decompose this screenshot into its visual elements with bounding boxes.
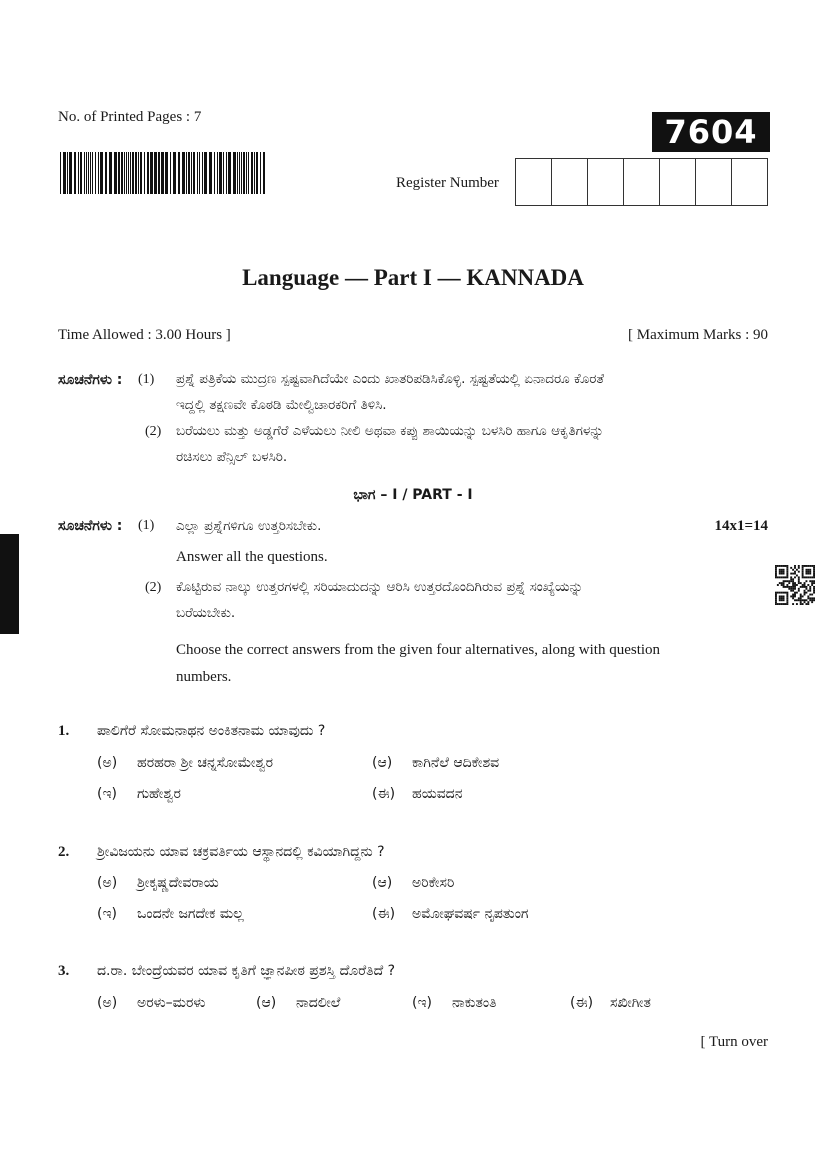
exam-title: Language — Part I — KANNADA <box>242 265 584 290</box>
answer-option: (ಅ) ಶ್ರೀಕೃಷ್ಣದೇವರಾಯ <box>97 875 219 891</box>
answer-option: (ಅ) ಹರಹರಾ ಶ್ರೀ ಚನ್ನಸೋಮೇಶ್ವರ <box>97 755 274 771</box>
answer-option: (ಆ) ಅರಿಕೇಸರಿ <box>372 875 455 891</box>
instruction-text: ಕೊಟ್ಟಿರುವ ನಾಲ್ಕು ಉತ್ತರಗಳಲ್ಲಿ ಸರಿಯಾದುದನ್ನು ಆರಿಸಿ ಉತ್ತರದೊಂದಿಗಿರುವ ಪ್ರಶ್ನೆ ಸಂಖ್ಯೆಯನ್ನು ಬರೆಯಬೇಕು. <box>176 579 584 621</box>
printed-pages-count: No. of Printed Pages : 7 <box>58 109 202 125</box>
instruction-text: ಎಲ್ಲಾ ಪ್ರಶ್ನೆಗಳಿಗೂ ಉತ್ತರಿಸಬೇಕು. <box>176 518 322 534</box>
instruction-number: (1) <box>138 372 155 387</box>
maximum-marks: [ Maximum Marks : 90 <box>628 327 768 343</box>
instruction-number: (2) <box>145 424 162 439</box>
turn-over-note: [ Turn over <box>700 1034 768 1050</box>
question-number: 3. <box>58 963 70 979</box>
register-number-box <box>696 158 732 206</box>
answer-option: (ಇ) ಒಂದನೇ ಜಗದೇಕ ಮಲ್ಲ <box>97 906 244 922</box>
qr-code <box>775 565 815 605</box>
answer-option: (ಆ) ಕಾಗಿನೆಲೆ ಆದಿಕೇಶವ <box>372 755 500 771</box>
barcode <box>60 152 268 194</box>
instruction-number: (2) <box>145 580 162 595</box>
instruction-english: Answer all the questions. <box>176 549 328 565</box>
instruction-number: (1) <box>138 518 155 533</box>
register-number-box <box>624 158 660 206</box>
register-number-box <box>660 158 696 206</box>
register-number-label: Register Number <box>396 175 499 191</box>
register-number-box <box>732 158 768 206</box>
margin-marker <box>0 534 19 634</box>
answer-option: (ಆ) ನಾದಲೀಲೆ <box>256 995 341 1011</box>
answer-option: (ಇ) ನಾಕುತಂತಿ <box>412 995 497 1011</box>
instruction-text: ಪ್ರಶ್ನೆ ಪತ್ರಿಕೆಯ ಮುದ್ರಣ ಸ್ಪಷ್ಟವಾಗಿದೆಯೇ ಎಂದು ಖಾತರಿಪಡಿಸಿಕೊಳ್ಳಿ. ಸ್ಪಷ್ಟತೆಯಲ್ಲಿ ಏನಾದರೂ ಕೊರತೆ ಇದ್ದಲ್ಲಿ ತಕ್ಷಣವೇ ಕೊಠಡಿ ಮೇಲ್ವಿಚಾರಕರಿಗೆ ತಿಳಿಸಿ. <box>176 371 605 413</box>
instruction-text: ಬರೆಯಲು ಮತ್ತು ಅಡ್ಡಗೆರೆ ಎಳೆಯಲು ನೀಲಿ ಅಥವಾ ಕಪ್ಪು ಶಾಯಿಯನ್ನು ಬಳಸಿರಿ ಹಾಗೂ ಆಕೃತಿಗಳನ್ನು ರಚಿಸಲು ಪೆನ್ಸಿಲ್ ಬಳಸಿರಿ. <box>176 423 604 465</box>
part-heading: ಭಾಗ – I / PART - I <box>353 487 473 503</box>
register-number-box <box>588 158 624 206</box>
time-allowed: Time Allowed : 3.00 Hours ] <box>58 327 231 343</box>
answer-option: (ಈ) ಸಖೀಗೀತ <box>570 995 651 1011</box>
register-number-boxes <box>515 158 768 206</box>
question-text: ಪಾಲಿಗೆರೆ ಸೋಮನಾಥನ ಅಂಕಿತನಾಮ ಯಾವುದು ? <box>97 723 326 739</box>
paper-code-badge: 7604 <box>652 112 770 152</box>
answer-option: (ಈ) ಅಮೋಘವರ್ಷ ನೃಪತುಂಗ <box>372 906 529 922</box>
answer-option: (ಇ) ಗುಹೇಶ್ವರ <box>97 786 181 802</box>
register-number-box <box>552 158 588 206</box>
question-text: ಶ್ರೀವಿಜಯನು ಯಾವ ಚಕ್ರವರ್ತಿಯ ಆಸ್ಥಾನದಲ್ಲಿ ಕವಿಯಾಗಿದ್ದನು ? <box>97 844 385 860</box>
part-instructions-label: ಸೂಚನೆಗಳು : <box>58 518 123 534</box>
question-number: 1. <box>58 723 70 739</box>
part-marks: 14x1=14 <box>714 518 768 534</box>
register-number-box <box>516 158 552 206</box>
instructions-label: ಸೂಚನೆಗಳು : <box>58 372 123 388</box>
question-number: 2. <box>58 844 70 860</box>
answer-option: (ಅ) ಅರಳು–ಮರಳು <box>97 995 206 1011</box>
question-text: ದ.ರಾ. ಬೇಂದ್ರೆಯವರ ಯಾವ ಕೃತಿಗೆ ಜ್ಞಾನಪೀಠ ಪ್ರಶಸ್ತಿ ದೊರೆತಿದೆ ? <box>97 963 396 979</box>
instruction-english: Choose the correct answers from the given four alternatives, along with question numbers. <box>176 642 661 685</box>
answer-option: (ಈ) ಹಯವದನ <box>372 786 463 802</box>
